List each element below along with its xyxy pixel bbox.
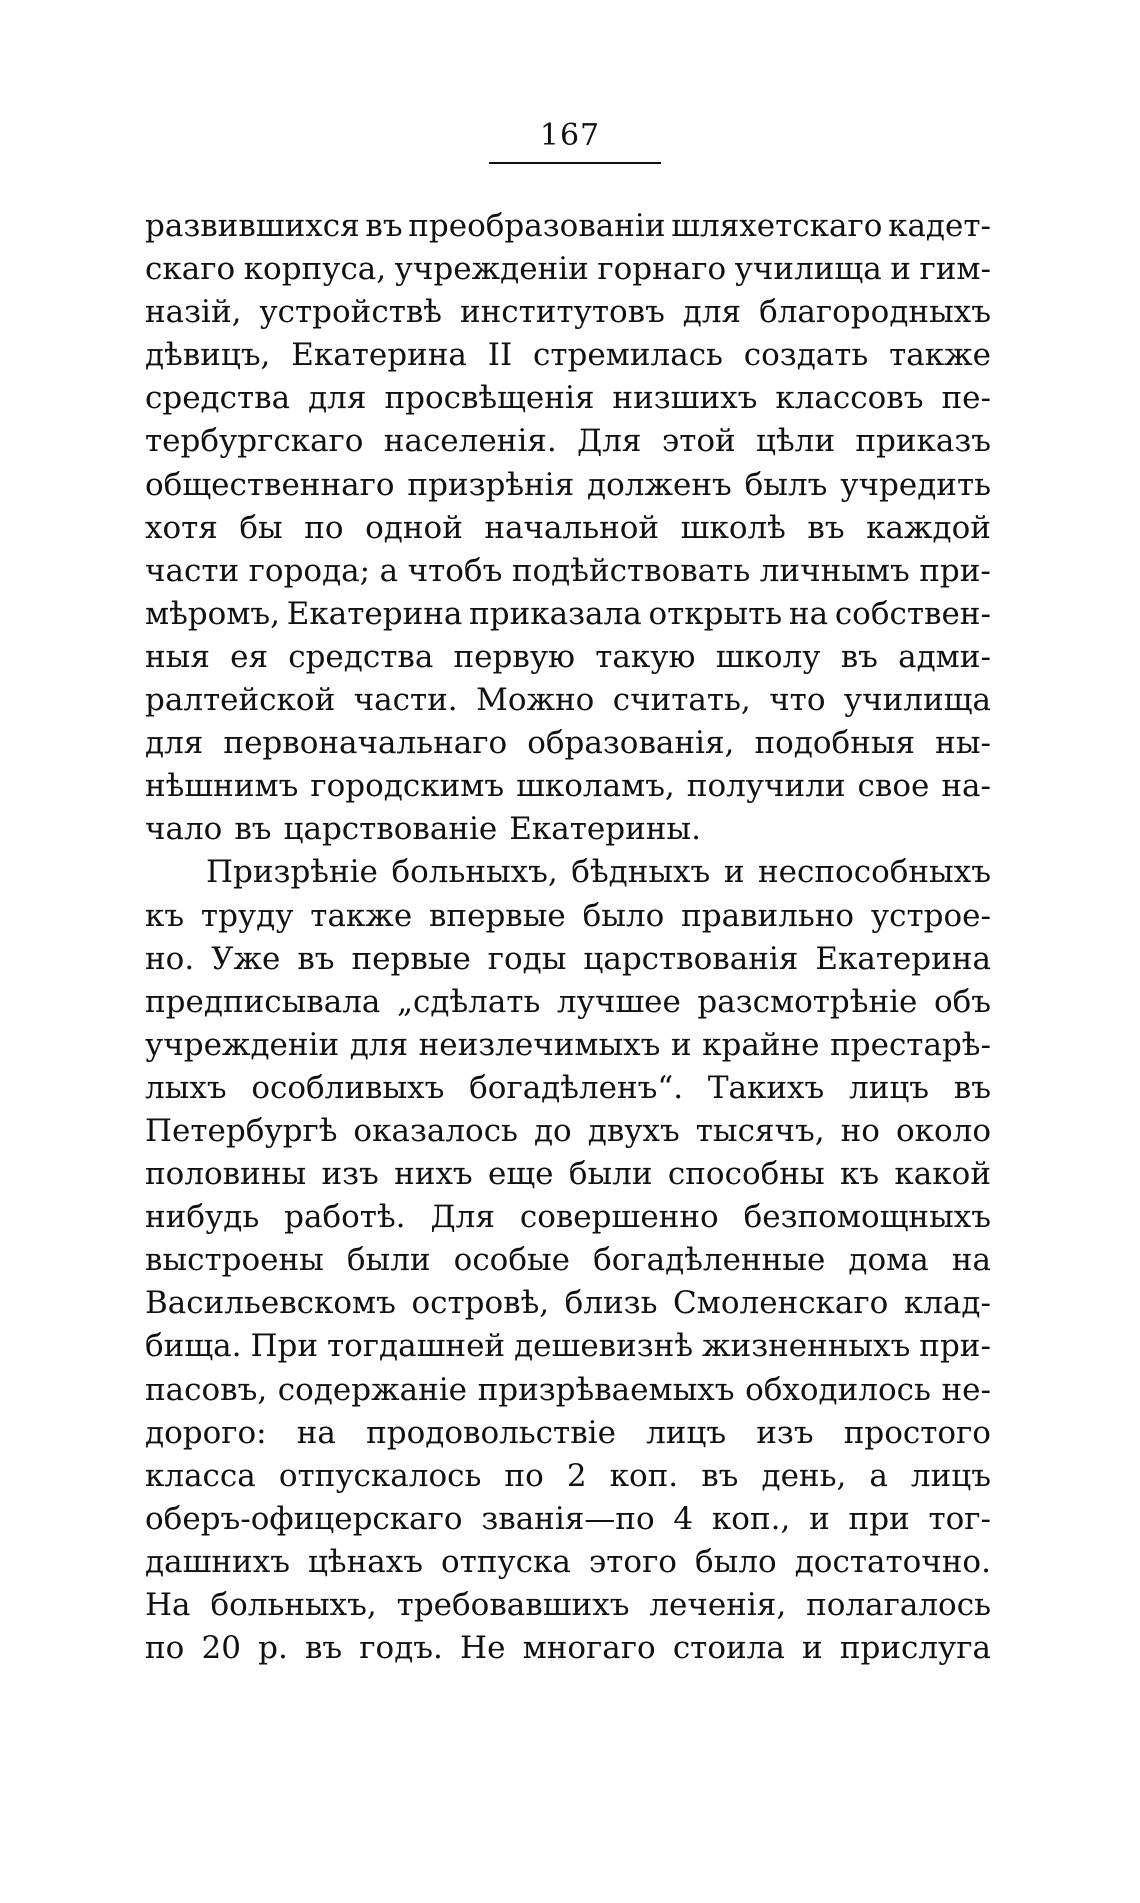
text-line: Призрѣніе больныхъ, бѣдныхъ и неспособныхъ	[206, 854, 991, 891]
text-line: предписывала „сдѣлать лучшее разсмотрѣніе объ	[145, 983, 991, 1020]
text-line: учрежденіи для неизлечимыхъ и крайне престарѣ-	[145, 1026, 991, 1063]
text-line: оберъ-офицерскаго званія—по 4 коп., и при тог-	[145, 1500, 991, 1537]
page-number: 167	[539, 118, 601, 153]
text-line: нѣшнимъ городскимъ школамъ, получили свое на-	[145, 768, 991, 805]
text-line: дашнихъ цѣнахъ отпуска этого было достаточно.	[145, 1543, 991, 1580]
text-line: для первоначальнаго образованія, подобныя ны-	[145, 725, 991, 762]
text-line: тербургскаго населенія. Для этой цѣли приказъ	[145, 423, 991, 460]
text-line: нибудь работѣ. Для совершенно безпомощныхъ	[145, 1199, 991, 1236]
text-line: по 20 р. въ годъ. Не многаго стоила и прислуга	[145, 1630, 991, 1667]
text-line: Васильевскомъ островѣ, близь Смоленскаго клад-	[145, 1285, 991, 1322]
text-line: На больныхъ, требовавшихъ леченія, полагалось	[145, 1587, 991, 1623]
text-line: дѣвицъ, Екатерина II стремилась создать также	[145, 337, 991, 374]
text-line: класса отпускалось по 2 коп. въ день, а лицъ	[145, 1457, 991, 1494]
text-line: средства для просвѣщенія низшихъ классовъ пе-	[145, 380, 991, 417]
text-line: пасовъ, содержаніе призрѣваемыхъ обходилось не-	[145, 1371, 991, 1408]
text-line: лыхъ особливыхъ богадѣленъ“. Такихъ лицъ въ	[145, 1069, 991, 1106]
text-line: чало въ царствованіе Екатерины.	[145, 811, 701, 848]
text-line: мѣромъ, Екатерина приказала открыть на собствен-	[145, 595, 991, 632]
text-line: половины изъ нихъ еще были способны къ какой	[145, 1156, 991, 1193]
text-line: дорого: на продовольствіе лицъ изъ простого	[145, 1414, 991, 1451]
text-line: ныя ея средства первую такую школу въ адми-	[145, 638, 991, 675]
text-line: ралтейской части. Можно считать, что училища	[145, 682, 991, 719]
header-rule	[489, 162, 661, 164]
body-text	[145, 205, 991, 1670]
text-line: скаго корпуса, учрежденіи горнаго училища и гим-	[145, 251, 991, 288]
text-line: назій, устройствѣ институтовъ для благородныхъ	[145, 294, 991, 331]
text-line: но. Уже въ первые годы царствованія Екатерина	[145, 940, 991, 977]
text-line: выстроены были особые богадѣленные дома на	[145, 1242, 991, 1279]
text-line: хотя бы по одной начальной школѣ въ каждой	[145, 509, 991, 546]
text-line: части города; а чтобъ подѣйствовать личнымъ при-	[145, 552, 991, 589]
text-line: къ труду также впервые было правильно устрое-	[145, 897, 991, 934]
text-line: бища. При тогдашней дешевизнѣ жизненныхъ при-	[145, 1328, 991, 1365]
text-line: общественнаго призрѣнія долженъ былъ учредить	[145, 466, 991, 503]
text-line: Петербургѣ оказалось до двухъ тысячъ, но около	[145, 1112, 991, 1149]
text-line: развившихся въ преобразованіи шляхетскаго кадет-	[145, 208, 991, 244]
